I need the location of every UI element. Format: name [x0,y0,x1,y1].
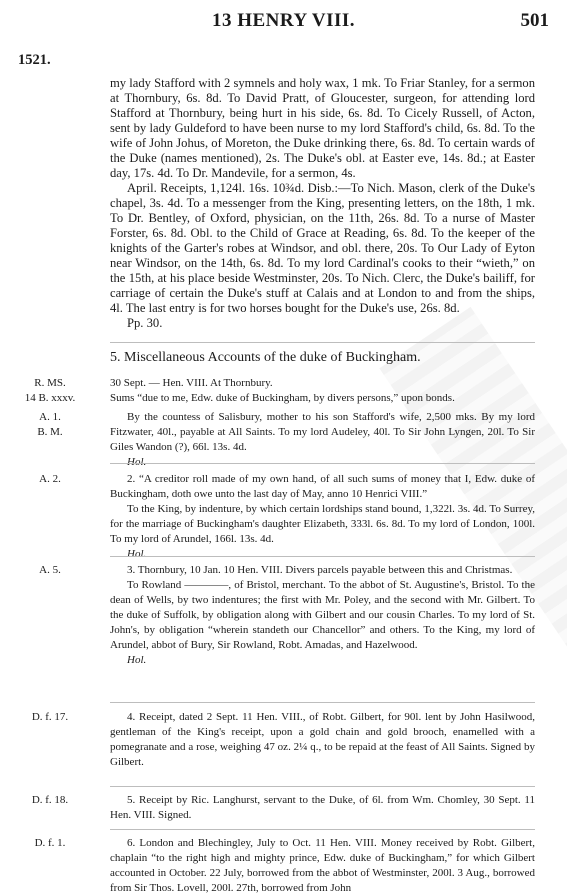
top-text-block [110,76,535,331]
entry-line: To Rowland ————, of Bristol, merchant. To the abbot of St. Augustine's, Bristol. To the dean of Wells, by two indentures; the first with Mr. Poley, and the second with Mr. Gilbert. To the duke of Suffolk, by obligation along with Gilbert and our cousin Charles. To my lord of St. John's, by obligation “wherein standeth our Chancellor” and others. To the King, my lord of Arundel, abbot of Bury, Sir Rowland, Robt. Amadas, and Hazelwood. [110,579,535,651]
hol-text: Hol. [127,456,147,468]
margin-line: A. 5. [39,564,61,576]
running-header [0,10,567,36]
margin-line: B. M. [37,426,63,438]
hol-note [110,653,535,668]
hol-note [110,547,535,562]
margin-line: D. f. 17. [31,711,69,723]
margin-line: D. f. 1. [34,837,66,849]
margin-line: A. 1. [39,411,61,423]
margin-note-entry-4 [0,710,100,725]
margin-note-entry-1 [0,410,100,440]
entry-line: To the King, by indenture, by which certain lordships stand bound, 1,322l. 3s. 4d. To Surrey, for the marriage of Buckingham's daughter Elizabeth, 333l. 6s. 8d. To my lord of London, 100l. To my lord of Arundel, 166l. 13s. 4d. [110,503,535,545]
entry-divider [110,786,535,787]
hol-text: Hol. [127,548,147,560]
entry-line: 2. “A creditor roll made of my own hand, of all such sums of money that I, Edw. duke of Buckingham, doth owe unto the last day of May, anno 10 Henrici VIII.” [110,473,535,500]
top-paragraph-2: April. Receipts, 1,124l. 16s. 10¾d. Disb.:—To Nich. Mason, clerk of the Duke's chapel, 3s. 4d. To a messenger from the King, presenting letters, on the 18th, 1 mk. To Dr. Bentley, of Oxford, physician, on the 11th, 26s. 8d. To a nurse of Master Forster, 6s. 8d. Obl. to the Child of Grace at Reading, 6s. 8d. To the keeper of the knights of the Garter's robes at Windsor, and obl. there, 20s. To Our Lady of Eyton near Windsor, on the 14th, 6s. 8d. To my lord Cardinal's cooks to their “wieth,” on the 15th, at his place beside Westminster, 20s. To Nich. Clerc, the Duke's bailiff, for carriage of certain the Duke's stuff at Calais and at London to and from the ships, 4l. The last entry is for two horses bought for the Duke's use, 26s. 8d. [110,181,535,315]
top-paragraph-1: my lady Stafford with 2 symnels and holy wax, 1 mk. To Friar Stanley, for a sermon at Thornbury, 6s. 8d. To David Pratt, of Gloucester, surgeon, for attending lord Stafford at Thornbury, being hurt in his side, 6s. 8d. To Cicely Russell, of Acton, sent by lady Guldeford to have been nurse to my lord Stafford's child, 6s. 8d. To the wife of John Johus, of Moreton, the Duke drinking there, 6s. 8d. To certain wards of the Duke (names mentioned), 2s. The Duke's obl. at Easter eve, 14s. 8d.; at Easter day, 17s. 4d. To Dr. Mandevile, for a sermon, 4s. [110,76,535,180]
margin-note-entry-0 [0,376,100,406]
margin-note-entry-6 [0,836,100,851]
margin-note-entry-2 [0,472,100,487]
entry-1 [110,410,535,470]
entry-divider [110,702,535,703]
entry-line: 30 Sept. — Hen. VIII. At Thornbury. [110,377,273,389]
entry-5 [110,793,535,823]
entry-3 [110,563,535,668]
entry-2 [110,472,535,562]
margin-note-entry-5 [0,793,100,808]
entry-divider [110,463,535,464]
entry-divider [110,556,535,557]
margin-line: 14 B. xxxv. [24,392,76,404]
entry-0 [110,376,535,406]
entry-line: 6. London and Blechingley, July to Oct. 11 Hen. VIII. Money received by Robt. Gilbert, chaplain “to the right high and mighty prince, Edw. duke of Buckingham,” for which Gilbert accounted in October. 22 July, borrowed from the abbot of Westminster, 200l. 3 Aug., borrowed from Sir Thos. Lovell, 200l. 27th, borrowed from John [110,837,535,894]
entry-4 [110,710,535,770]
margin-note-entry-3 [0,563,100,578]
entry-line: 5. Receipt by Ric. Langhurst, servant to the Duke, of 6l. from Wm. Chomley, 30 Sept. 11 Hen. VIII. Signed. [110,794,535,821]
entry-line: By the countess of Salisbury, mother to his son Stafford's wife, 2,500 mks. By my lord Fitzwater, 40l., payable at All Saints. To my lord Audeley, 40l. To Sir John Lyngen, 20l. To Sir Giles Wandon (?), 66l. 13s. 4d. [110,411,535,453]
margin-line: A. 2. [39,473,61,485]
entry-line: Sums “due to me, Edw. duke of Buckingham, by divers persons,” upon bonds. [110,392,455,404]
entry-line: 3. Thornbury, 10 Jan. 10 Hen. VIII. Divers parcels payable between this and Christmas. [127,564,513,576]
pages-note: Pp. 30. [127,316,163,330]
margin-line: D. f. 18. [31,794,69,806]
page-number: 501 [520,10,549,31]
entry-line: 4. Receipt, dated 2 Sept. 11 Hen. VIII., of Robt. Gilbert, for 90l. lent by John Hasilwood, gentleman of the King's receipt, upon a gold chain and gold brooch, enamelled with a pomegranate and a rose, weighing 47 oz. 2¼ q., to be repaid at the feast of All Saints. Signed by Gilbert. [110,711,535,768]
entry-6 [110,836,535,896]
margin-line: R. MS. [34,377,66,389]
section-divider [110,342,535,343]
hol-text: Hol. [127,654,147,666]
year-heading: 1521. [18,52,51,68]
running-title: 13 HENRY VIII. [211,10,356,31]
section-title: 5. Miscellaneous Accounts of the duke of Buckingham. [110,350,421,365]
entry-divider [110,829,535,830]
